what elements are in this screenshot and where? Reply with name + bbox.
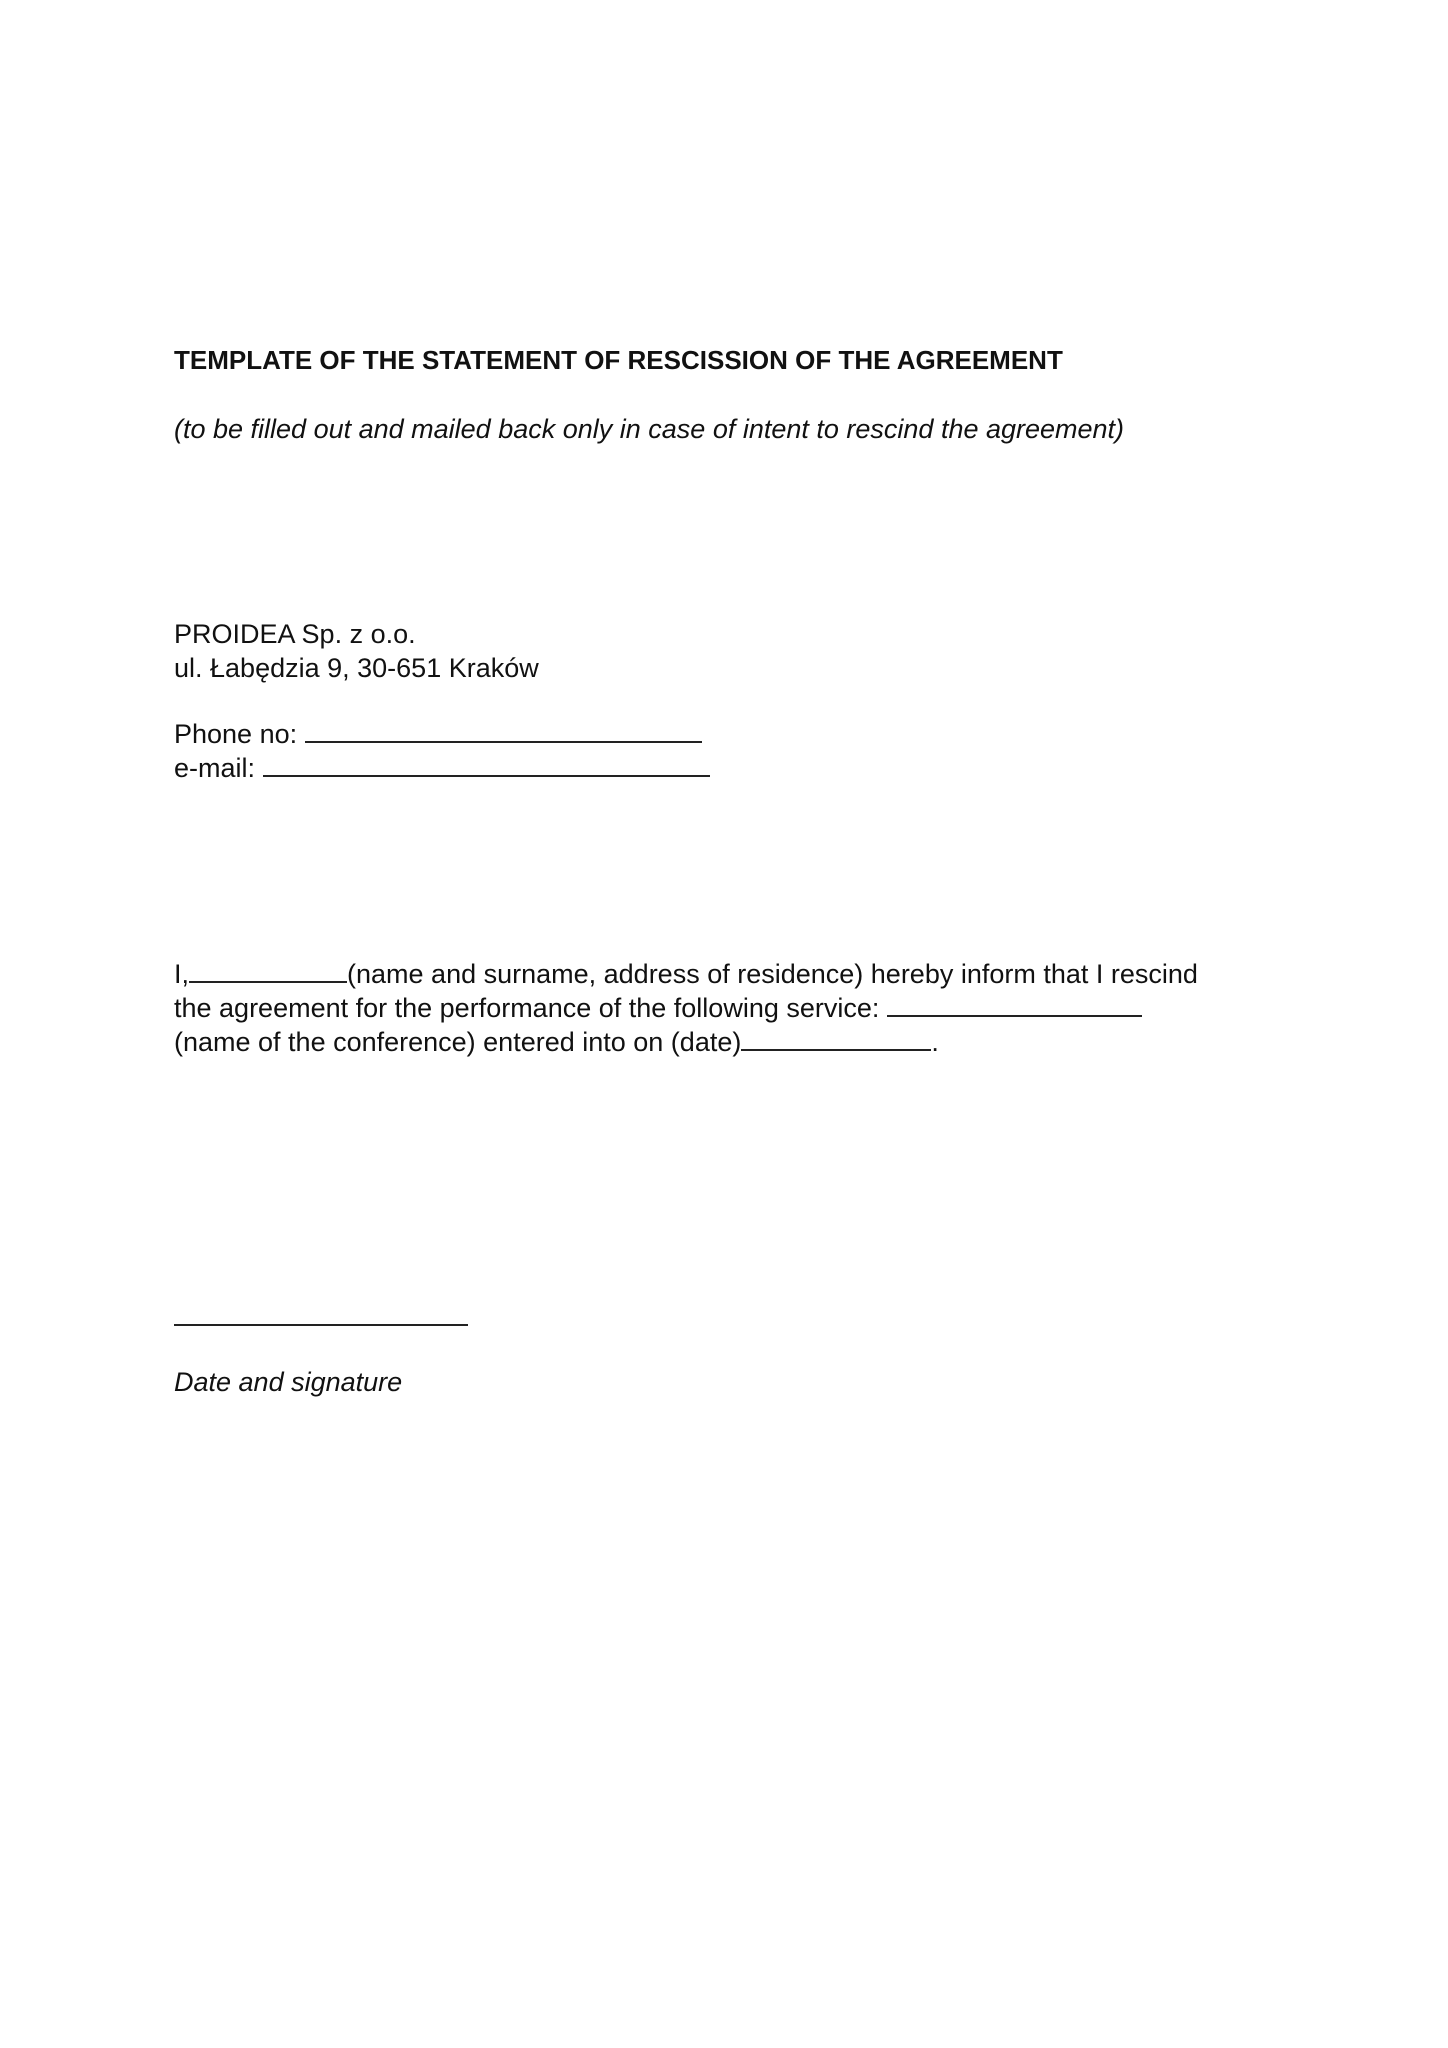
statement-line-3 [174,1025,939,1059]
service-blank-field[interactable] [887,991,1142,1017]
date-blank-field[interactable] [741,1025,931,1051]
phone-blank-field[interactable] [305,717,702,743]
document-subtitle: (to be filled out and mailed back only in case of intent to rescind the agreement) [174,414,1125,444]
statement-line-1 [174,957,1198,991]
signature-line[interactable] [174,1324,468,1326]
name-blank-field[interactable] [189,957,347,983]
statement-text: I, [174,959,190,989]
statement-text: the agreement for the performance of the following service: [174,993,880,1023]
email-label: e-mail: [174,753,256,783]
phone-row [174,717,702,751]
email-blank-field[interactable] [263,751,710,777]
company-name: PROIDEA Sp. z o.o. [174,619,416,649]
phone-label: Phone no: [174,719,298,749]
statement-line-2 [174,991,1142,1025]
signature-label: Date and signature [174,1367,403,1397]
email-row [174,751,710,785]
document-title: TEMPLATE OF THE STATEMENT OF RESCISSION OF THE AGREEMENT [174,345,1063,375]
statement-text: (name and surname, address of residence) hereby inform that I rescind [347,959,1198,989]
statement-text: (name of the conference) entered into on (date) [174,1027,742,1057]
company-address: ul. Łabędzia 9, 30-651 Kraków [174,653,539,683]
statement-text: . [931,1027,939,1057]
